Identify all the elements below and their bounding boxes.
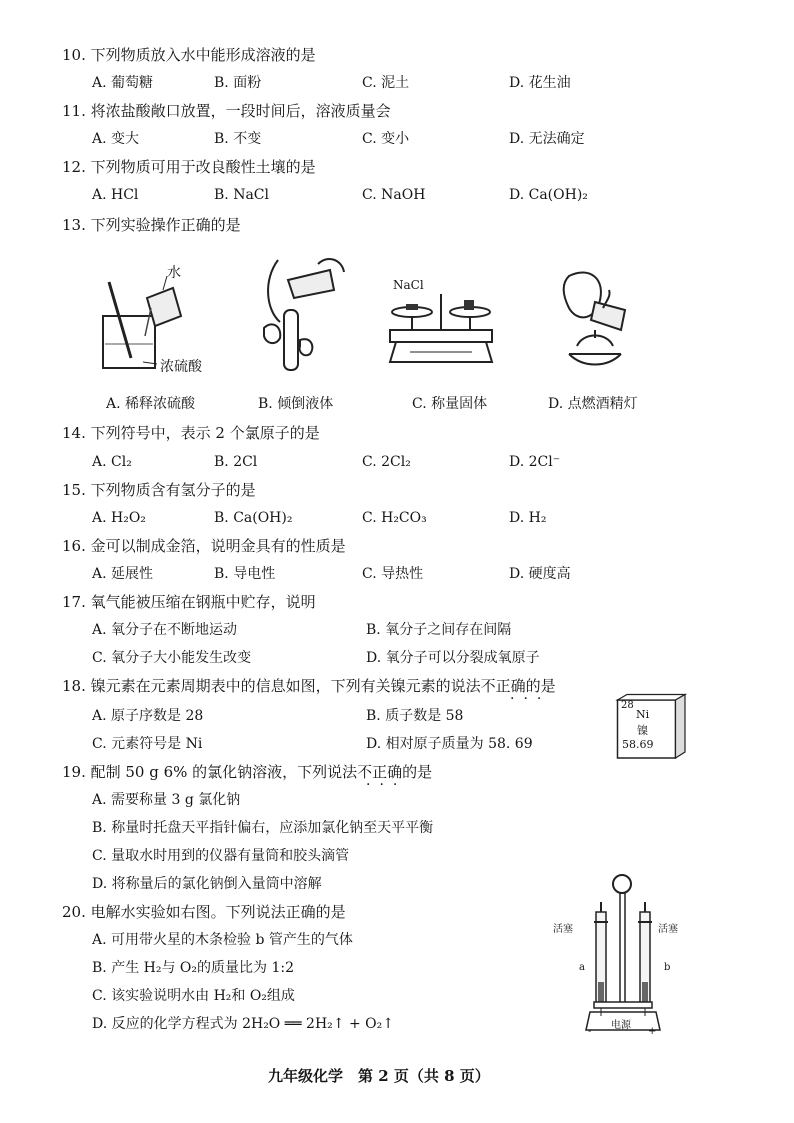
q20-option-b: B. 产生 H₂与 O₂的质量比为 1:2 bbox=[92, 960, 294, 976]
q11-option-c: C. 变小 bbox=[362, 131, 410, 147]
q17-stem: 17. 氧气能被压缩在钢瓶中贮存，说明 bbox=[62, 593, 316, 611]
figure-pour-liquid bbox=[258, 250, 358, 380]
q18-option-c: C. 元素符号是 Ni bbox=[92, 736, 203, 752]
q13-option-b: B. 倾倒液体 bbox=[258, 396, 334, 412]
q17-option-b: B. 氧分子之间存在间隔 bbox=[366, 622, 512, 638]
q20-option-c: C. 该实验说明水由 H₂和 O₂组成 bbox=[92, 988, 295, 1004]
q11-option-b: B. 不变 bbox=[214, 131, 262, 147]
q13-stem: 13. 下列实验操作正确的是 bbox=[62, 216, 241, 234]
label-tube-a: a bbox=[579, 962, 585, 973]
q17-option-c: C. 氧分子大小能发生改变 bbox=[92, 650, 252, 666]
q14-option-b: B. 2Cl bbox=[214, 454, 258, 470]
q10-option-d: D. 花生油 bbox=[509, 75, 571, 91]
q16-stem: 16. 金可以制成金箔，说明金具有的性质是 bbox=[62, 537, 346, 555]
q14-option-a: A. Cl₂ bbox=[92, 454, 132, 470]
figure-alcohol-lamp bbox=[555, 268, 655, 380]
q12-option-d: D. Ca(OH)₂ bbox=[509, 187, 588, 203]
label-valve-right: 活塞 bbox=[658, 924, 678, 935]
element-atomic-number: 28 bbox=[621, 700, 634, 711]
q13-option-a: A. 稀释浓硫酸 bbox=[106, 396, 196, 412]
figure-electrolysis bbox=[580, 872, 680, 1037]
q15-option-d: D. H₂ bbox=[509, 510, 547, 526]
q10-stem: 10. 下列物质放入水中能形成溶液的是 bbox=[62, 46, 316, 64]
q12-option-a: A. HCl bbox=[92, 187, 139, 203]
q12-option-b: B. NaCl bbox=[214, 187, 269, 203]
figure-balance bbox=[380, 290, 500, 380]
q19-stem: 19. 配制 50 g 6% 的氯化钠溶液，下列说法不正确的是 bbox=[62, 763, 433, 781]
q16-option-a: A. 延展性 bbox=[92, 566, 154, 582]
q11-stem: 11. 将浓盐酸敞口放置，一段时间后，溶液质量会 bbox=[62, 102, 391, 120]
element-symbol: Ni bbox=[636, 708, 650, 721]
q11-option-a: A. 变大 bbox=[92, 131, 140, 147]
q15-option-a: A. H₂O₂ bbox=[92, 510, 146, 526]
emphasis-dots: ··· bbox=[366, 777, 407, 793]
q20-option-d: D. 反应的化学方程式为 2H₂O ══ 2H₂↑ + O₂↑ bbox=[92, 1016, 394, 1032]
element-atomic-mass: 58.69 bbox=[622, 738, 654, 751]
label-conc-sulfuric-acid: 浓硫酸 bbox=[160, 359, 202, 375]
q17-option-d: D. 氧分子可以分裂成氧原子 bbox=[366, 650, 540, 666]
q16-option-b: B. 导电性 bbox=[214, 566, 276, 582]
q11-option-d: D. 无法确定 bbox=[509, 131, 585, 147]
q16-option-c: C. 导热性 bbox=[362, 566, 424, 582]
q14-stem: 14. 下列符号中，表示 2 个氯原子的是 bbox=[62, 424, 320, 442]
page-footer: 九年级化学 第 2 页（共 8 页） bbox=[268, 1067, 490, 1085]
q19-option-a: A. 需要称量 3 g 氯化钠 bbox=[92, 792, 241, 808]
label-valve-left: 活塞 bbox=[553, 924, 573, 935]
q18-stem: 18. 镍元素在元素周期表中的信息如图，下列有关镍元素的说法不正确的是 bbox=[62, 677, 556, 695]
q17-option-a: A. 氧分子在不断地运动 bbox=[92, 622, 238, 638]
label-tube-b: b bbox=[664, 962, 671, 973]
q15-option-c: C. H₂CO₃ bbox=[362, 510, 427, 526]
label-water: 水 bbox=[167, 265, 181, 281]
q18-option-a: A. 原子序数是 28 bbox=[92, 708, 204, 724]
q10-option-c: C. 泥土 bbox=[362, 75, 410, 91]
q16-option-d: D. 硬度高 bbox=[509, 566, 571, 582]
q19-option-b: B. 称量时托盘天平指针偏右，应添加氯化钠至天平平衡 bbox=[92, 820, 434, 836]
q13-option-c: C. 称量固体 bbox=[412, 396, 488, 412]
q18-option-b: B. 质子数是 58 bbox=[366, 708, 464, 724]
element-name: 镍 bbox=[637, 724, 648, 737]
q20-stem: 20. 电解水实验如右图。下列说法正确的是 bbox=[62, 903, 346, 921]
q13-option-d: D. 点燃酒精灯 bbox=[548, 396, 638, 412]
label-nacl: NaCl bbox=[393, 278, 424, 292]
q20-option-a: A. 可用带火星的木条检验 b 管产生的气体 bbox=[92, 932, 353, 948]
q14-option-d: D. 2Cl⁻ bbox=[509, 454, 561, 470]
q12-option-c: C. NaOH bbox=[362, 187, 426, 203]
q10-option-b: B. 面粉 bbox=[214, 75, 262, 91]
emphasis-dots: ··· bbox=[510, 691, 551, 707]
q10-option-a: A. 葡萄糖 bbox=[92, 75, 154, 91]
q14-option-c: C. 2Cl₂ bbox=[362, 454, 411, 470]
q19-option-d: D. 将称量后的氯化钠倒入量筒中溶解 bbox=[92, 876, 322, 892]
q19-option-c: C. 量取水时用到的仪器有量筒和胶头滴管 bbox=[92, 848, 350, 864]
q18-option-d: D. 相对原子质量为 58. 69 bbox=[366, 736, 533, 752]
q15-stem: 15. 下列物质含有氢分子的是 bbox=[62, 481, 256, 499]
label-power-supply: 电源 bbox=[611, 1020, 631, 1031]
label-minus: - bbox=[588, 1026, 592, 1037]
q15-option-b: B. Ca(OH)₂ bbox=[214, 510, 293, 526]
label-plus: + bbox=[648, 1026, 657, 1037]
q12-stem: 12. 下列物质可用于改良酸性土壤的是 bbox=[62, 158, 316, 176]
